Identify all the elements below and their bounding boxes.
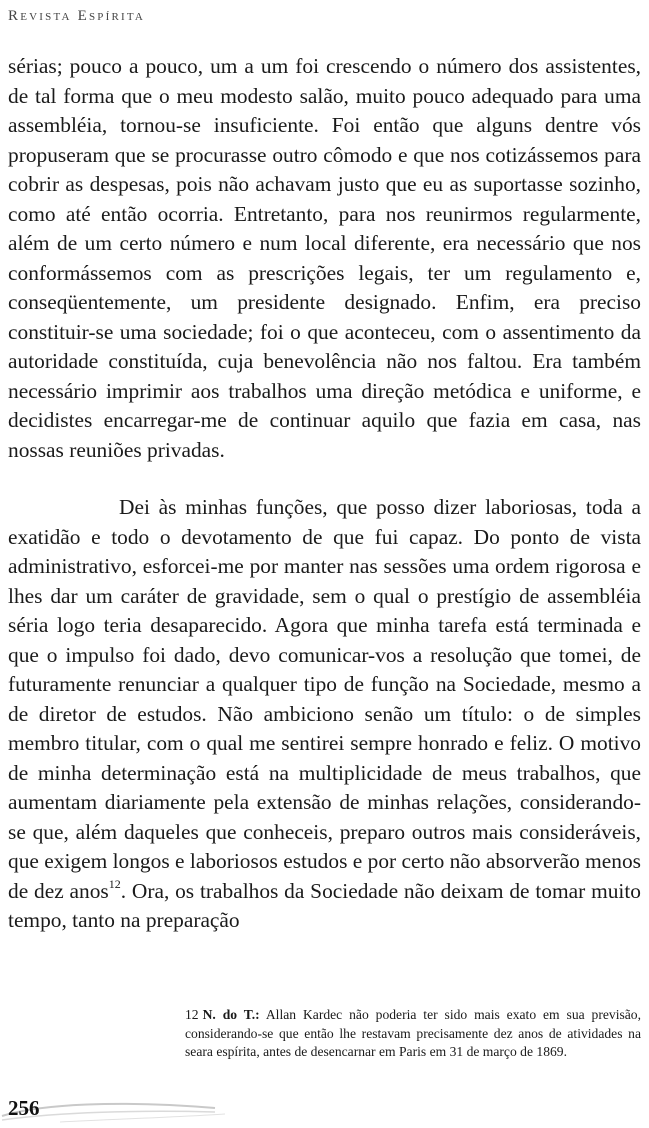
footnote xyxy=(185,1006,641,1062)
paragraph-1: sérias; pouco a pouco, um a um foi crescendo o número dos assistentes, de tal forma que o meu modesto salão, muito pouco adequado para uma assembléia, tornou-se insuficiente. Foi então que alguns dentre vós propuseram que se procurasse outro cômodo e que nos cotizássemos para cobrir as despesas, pois não achavam justo que eu as suportasse sozinho, como até então ocorria. Entretanto, para nos reunirmos regularmente, além de um certo número e num local diferente, era necessário que nos conformássemos com as prescrições legais, ter um regulamento e, conseqüentemente, um presidente designado. Enfim, era preciso constituir-se uma sociedade; foi o que aconteceu, com o assentimento da autoridade constituída, cuja benevolência não nos faltou. Era também necessário imprimir aos trabalhos uma direção metódica e uniforme, e decidistes encarregar-me de continuar aquilo que fazia em casa, nas nossas reuniões privadas. xyxy=(8,54,641,462)
running-header: Revista Espírita xyxy=(8,8,146,24)
paragraph-2-continuation: . Ora, os trabalhos da Sociedade não deixam de tomar muito tempo, tanto na preparação xyxy=(8,878,641,932)
page-number: 256 xyxy=(8,1096,40,1120)
footnote-label: N. do T.: xyxy=(202,1007,260,1022)
body-text xyxy=(8,52,641,936)
paragraph-2-text: Dei às minhas funções, que posso dizer laboriosas, toda a exatidão e todo o devotamento de que fui capaz. Do ponto de vista administrativo, esforcei-me por manter nas sessões uma ordem rigorosa e lhes dar um caráter de gravidade, sem o qual o prestígio de assembléia séria logo teria desaparecido. Agora que minha tarefa está terminada e que o impulso foi dado, devo comunicar-vos a resolução que tomei, de futuramente renunciar a qualquer tipo de função na Sociedade, mesmo a de diretor de estudos. Não ambiciono senão um título: o de simples membro titular, com o qual me sentirei sempre honrado e feliz. O motivo de minha determinação está na multiplicidade de meus trabalhos, que aumentam diariamente pela extensão de minhas relações, considerando-se que, além daqueles que conheceis, preparo outros mais consideráveis, que exigem longos e laboriosos estudos e por certo não absorverão menos de dez anos xyxy=(8,495,641,903)
footnote-text: Allan Kardec não poderia ter sido mais exato em sua previsão, considerando-se que então lhe restavam precisamente dez anos de atividades na seara espírita, antes de desencarnar em Paris em 31 de março de 1869. xyxy=(185,1007,641,1059)
paragraph-2 xyxy=(8,493,641,936)
footnote-ref[interactable]: 12 xyxy=(108,877,121,892)
footnote-number: 12 xyxy=(185,1007,199,1022)
